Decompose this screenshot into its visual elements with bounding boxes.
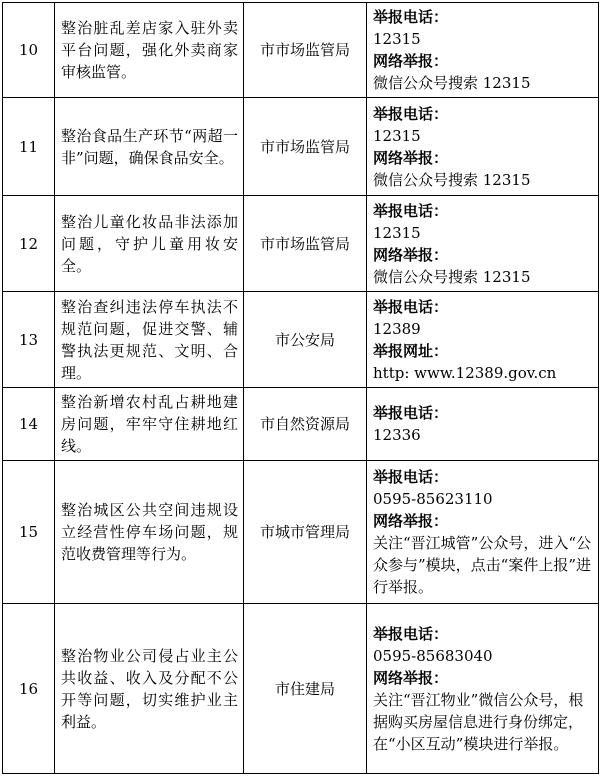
department: 市市场监管局 bbox=[244, 196, 367, 292]
department: 市市场监管局 bbox=[244, 98, 367, 196]
online-label: 举报网址： bbox=[373, 341, 449, 360]
contact-info bbox=[367, 604, 599, 774]
phone-label: 举报电话： bbox=[373, 201, 449, 220]
department: 市自然资源局 bbox=[244, 388, 367, 461]
phone-label: 举报电话： bbox=[373, 624, 449, 643]
department: 市城市管理局 bbox=[244, 461, 367, 604]
phone-number: 0595-85623110 bbox=[373, 490, 493, 508]
table-row bbox=[3, 292, 599, 388]
contact-info bbox=[367, 388, 599, 461]
online-label: 网络举报： bbox=[373, 148, 449, 167]
online-label: 网络举报： bbox=[373, 245, 449, 264]
row-number: 13 bbox=[3, 292, 55, 388]
contact-info bbox=[367, 3, 599, 98]
table-row bbox=[3, 98, 599, 196]
online-info: 微信公众号搜索 12315 bbox=[373, 74, 531, 92]
department: 市市场监管局 bbox=[244, 3, 367, 98]
contact-info bbox=[367, 98, 599, 196]
contact-info bbox=[367, 196, 599, 292]
phone-number: 12315 bbox=[373, 223, 421, 242]
row-number: 16 bbox=[3, 604, 55, 774]
task-description: 整治脏乱差店家入驻外卖平台问题，强化外卖商家审核监管。 bbox=[55, 3, 244, 98]
online-info: 微信公众号搜索 12315 bbox=[373, 267, 531, 286]
row-number: 10 bbox=[3, 3, 55, 98]
contact-info bbox=[367, 292, 599, 388]
online-url: http: www.12389.gov.cn bbox=[373, 363, 557, 382]
phone-number: 0595-85683040 bbox=[373, 646, 493, 665]
phone-number: 12336 bbox=[373, 426, 421, 444]
phone-label: 举报电话： bbox=[373, 404, 449, 422]
online-info: 关注“晋江城管”公众号，进入“公众参与”模块，点击“案件上报”进行举报。 bbox=[373, 534, 592, 596]
row-number: 12 bbox=[3, 196, 55, 292]
online-label: 网络举报： bbox=[373, 52, 449, 70]
table-row bbox=[3, 196, 599, 292]
complaint-table bbox=[2, 2, 599, 774]
table-row bbox=[3, 604, 599, 774]
phone-label: 举报电话： bbox=[373, 104, 449, 123]
task-description: 整治城区公共空间违规设立经营性停车场问题，规范收费管理等行为。 bbox=[55, 461, 244, 604]
table-row bbox=[3, 3, 599, 98]
phone-label: 举报电话： bbox=[373, 8, 449, 26]
table-row bbox=[3, 388, 599, 461]
row-number: 14 bbox=[3, 388, 55, 461]
phone-label: 举报电话： bbox=[373, 297, 449, 316]
department: 市公安局 bbox=[244, 292, 367, 388]
phone-label: 举报电话： bbox=[373, 468, 449, 486]
task-description: 整治新增农村乱占耕地建房问题，牢牢守住耕地红线。 bbox=[55, 388, 244, 461]
online-info: 关注“晋江物业”微信公众号，根据购买房屋信息进行身份绑定，在“小区互动”模块进行举报。 bbox=[373, 690, 584, 753]
table-row bbox=[3, 461, 599, 604]
phone-number: 12315 bbox=[373, 30, 421, 48]
online-info: 微信公众号搜索 12315 bbox=[373, 170, 531, 189]
task-description: 整治儿童化妆品非法添加问题，守护儿童用妆安全。 bbox=[55, 196, 244, 292]
task-description: 整治查纠违法停车执法不规范问题，促进交警、辅警执法更规范、文明、合理。 bbox=[55, 292, 244, 388]
contact-info bbox=[367, 461, 599, 604]
phone-number: 12389 bbox=[373, 319, 421, 338]
task-description: 整治物业公司侵占业主公共收益、收入及分配不公开等问题，切实维护业主利益。 bbox=[55, 604, 244, 774]
task-description: 整治食品生产环节“两超一非”问题，确保食品安全。 bbox=[55, 98, 244, 196]
phone-number: 12315 bbox=[373, 126, 421, 145]
row-number: 15 bbox=[3, 461, 55, 604]
online-label: 网络举报： bbox=[373, 512, 449, 530]
row-number: 11 bbox=[3, 98, 55, 196]
department: 市住建局 bbox=[244, 604, 367, 774]
online-label: 网络举报： bbox=[373, 668, 449, 687]
